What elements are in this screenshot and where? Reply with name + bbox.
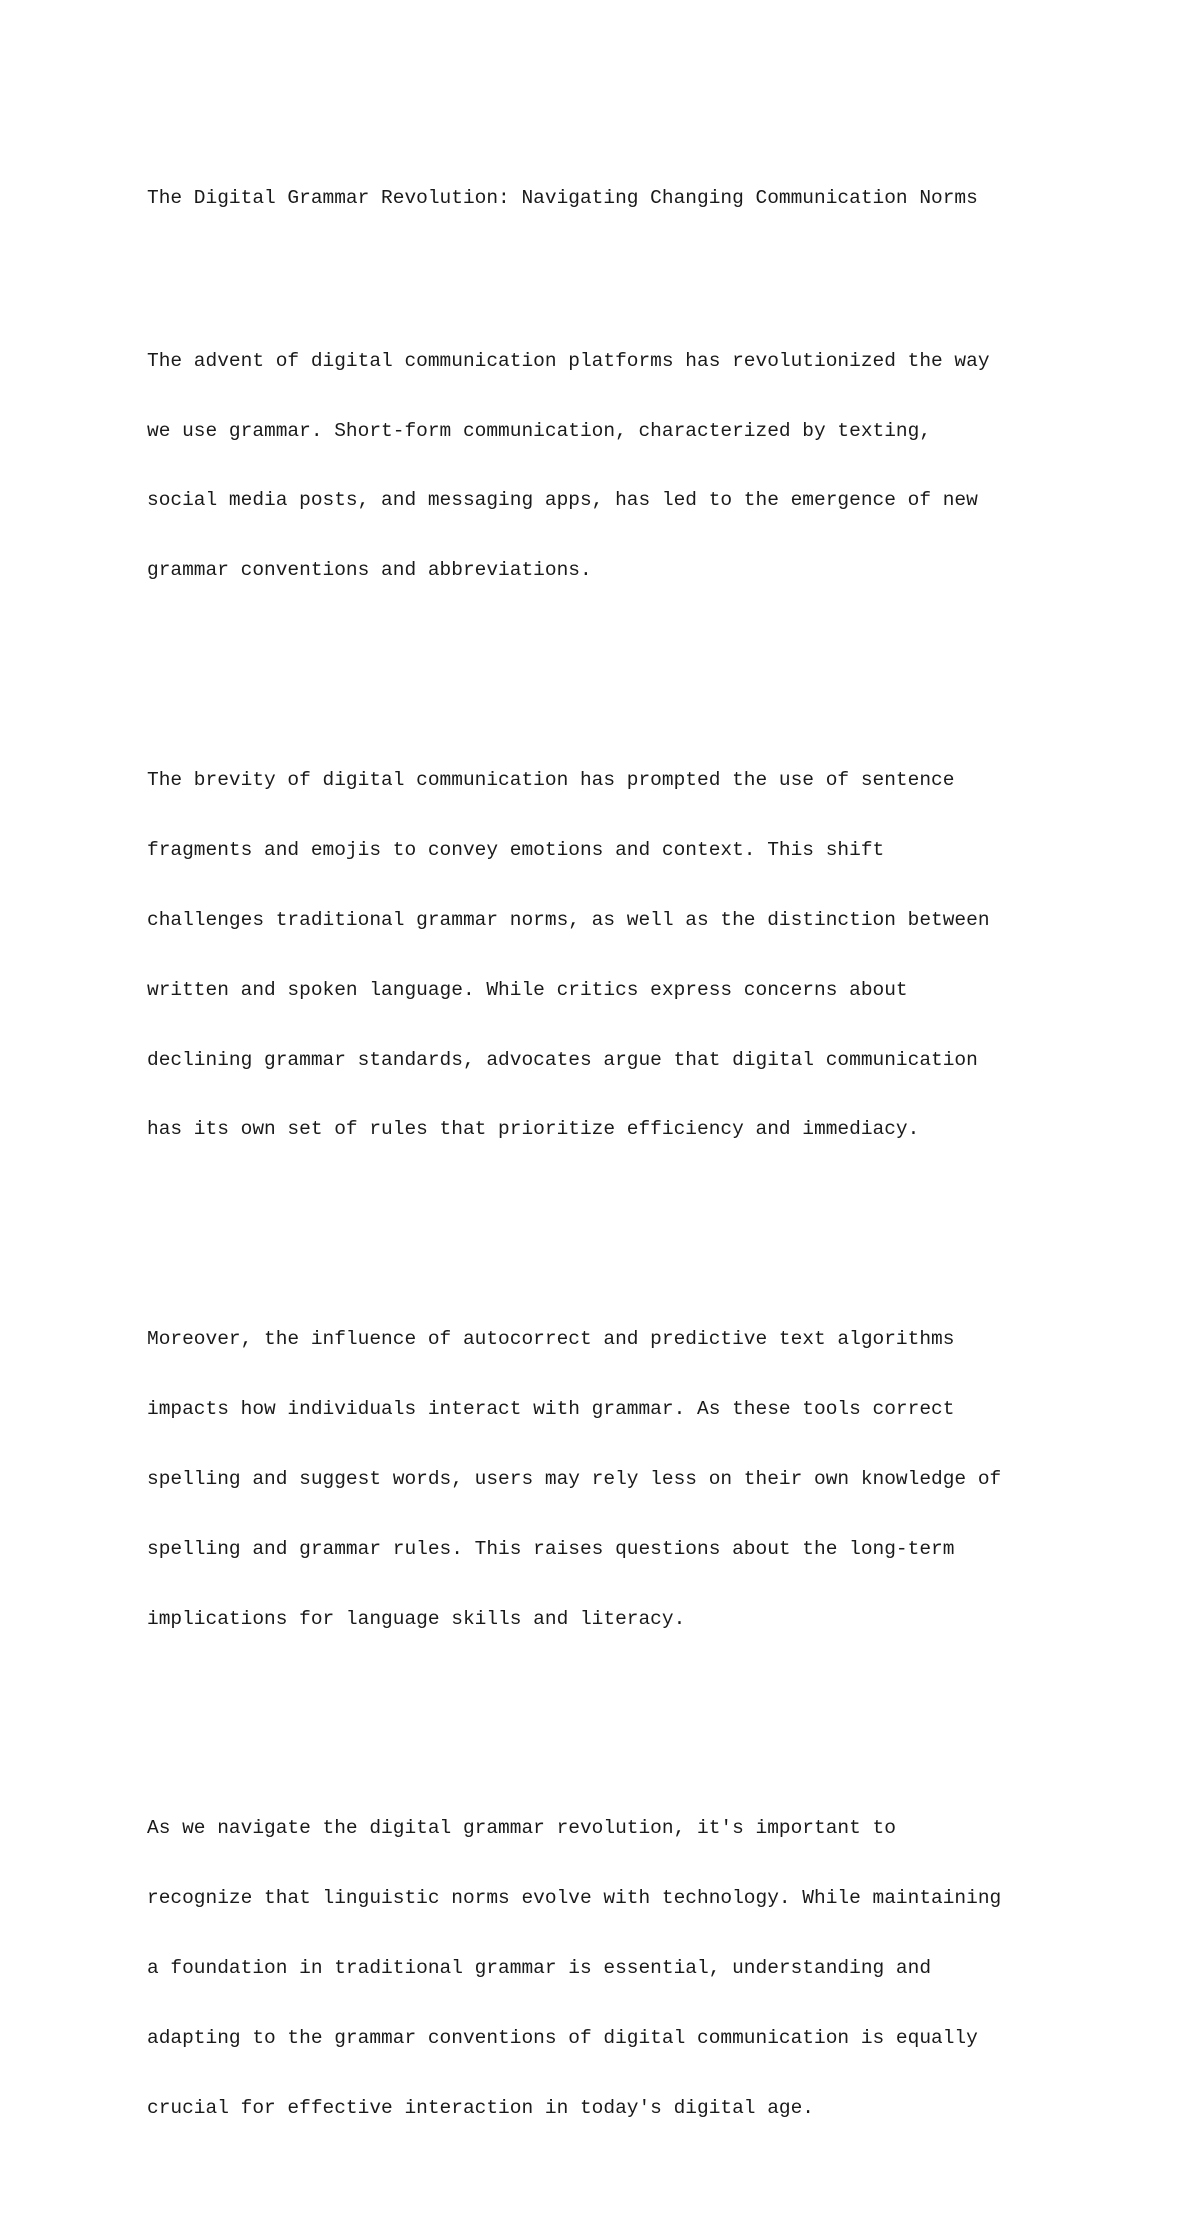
text-line: As we navigate the digital grammar revolution, it's important to [147,1817,896,1840]
text-line: spelling and suggest words, users may rely less on their own knowledge of [147,1467,1002,1490]
paragraph-4 [147,1771,1107,2167]
text-line: impacts how individuals interact with grammar. As these tools correct [147,1398,955,1421]
text-line: spelling and grammar rules. This raises questions about the long-term [147,1537,955,1560]
text-line: fragments and emojis to convey emotions and context. This shift [147,838,885,861]
text-line: Moreover, the influence of autocorrect and predictive text algorithms [147,1328,955,1351]
text-line: implications for language skills and literacy. [147,1607,686,1630]
document-title: The Digital Grammar Revolution: Navigating Changing Communication Norms [147,186,978,209]
text-line: The advent of digital communication platforms has revolutionized the way [147,349,990,372]
paragraph-2 [147,722,1107,1188]
text-line: The brevity of digital communication has prompted the use of sentence [147,769,955,792]
text-line: a foundation in traditional grammar is essential, understanding and [147,1957,932,1980]
document-body [147,140,1107,2237]
text-line: has its own set of rules that prioritize efficiency and immediacy. [147,1118,920,1141]
text-line: declining grammar standards, advocates argue that digital communication [147,1048,978,1071]
text-line: written and spoken language. While critics express concerns about [147,978,908,1001]
text-line: recognize that linguistic norms evolve with technology. While maintaining [147,1887,1002,1910]
text-line: we use grammar. Short-form communication, characterized by texting, [147,419,932,442]
text-line: adapting to the grammar conventions of digital communication is equally [147,2027,978,2050]
text-line: grammar conventions and abbreviations. [147,559,592,582]
text-line: crucial for effective interaction in today's digital age. [147,2096,815,2119]
text-line: challenges traditional grammar norms, as well as the distinction between [147,908,990,931]
paragraph-3 [147,1282,1107,1678]
text-line: social media posts, and messaging apps, has led to the emergence of new [147,489,978,512]
paragraph-1 [147,303,1107,629]
